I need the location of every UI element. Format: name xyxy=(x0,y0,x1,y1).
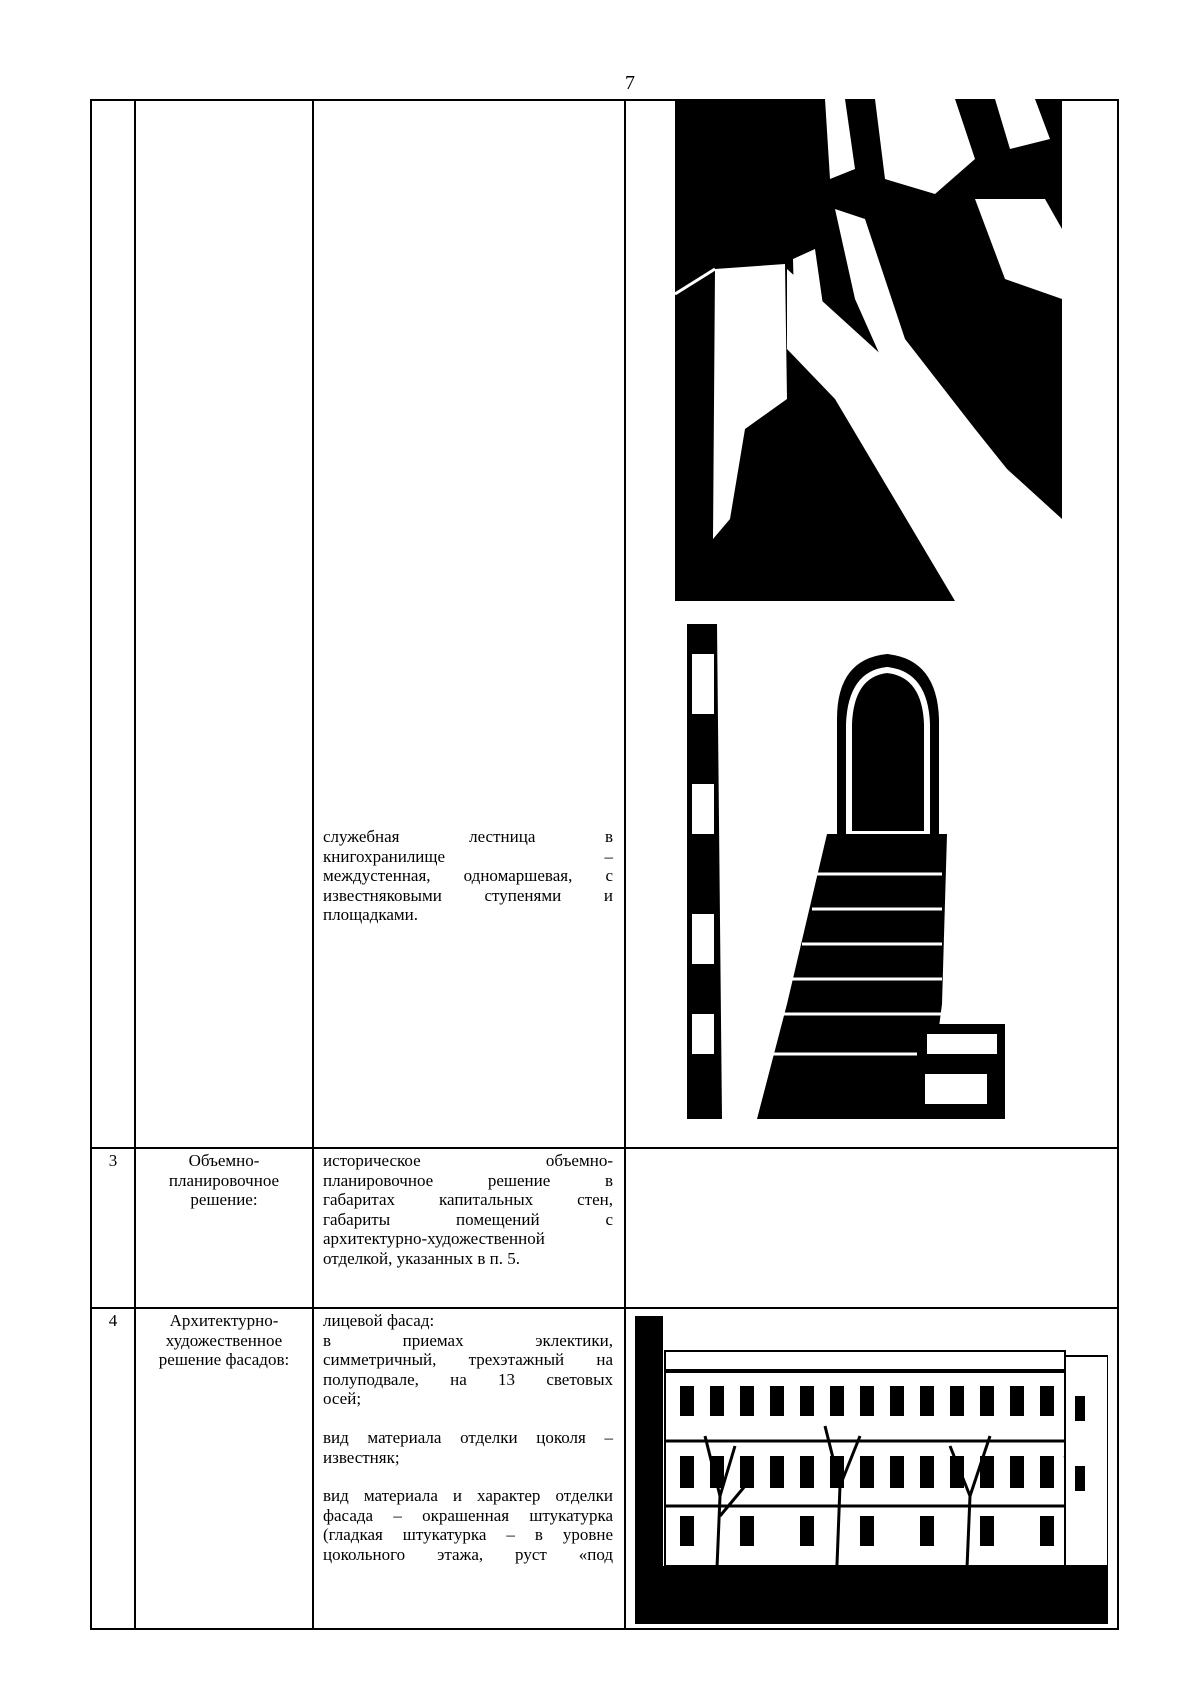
monument-table xyxy=(90,99,1119,1630)
row-divider-4 xyxy=(90,1307,1119,1309)
row-3-title: Объемно- планировочное решение: xyxy=(168,1151,280,1210)
table-divider-num xyxy=(134,99,136,1629)
facade-photo xyxy=(635,1316,1108,1624)
table-border-bottom xyxy=(90,1628,1119,1630)
table-border-right xyxy=(1117,99,1119,1629)
table-divider-title xyxy=(312,99,314,1629)
row-divider-3 xyxy=(90,1147,1119,1149)
row-4-number: 4 xyxy=(108,1311,118,1330)
row-4-description: лицевой фасад: в приемах эклектики, симметричный, трехэтажный на полуподвале, на 13 световых осей; вид материала отделки цоколя – известняк; вид материала и характер отделки фасада – окрашенная штукатурка (гладкая штукатурка – в уровне цокольного этажа, руст «под xyxy=(323,1311,613,1564)
table-border-left xyxy=(90,99,92,1629)
stair-photo-top xyxy=(675,99,1062,601)
stair-description: служебная лестница в книгохранилище – междустенная, одномаршевая, с известняковыми ступенями и площадками. xyxy=(323,827,613,925)
row-3-description: историческое объемно- планировочное решение в габаритах капитальных стен, габариты помещений с архитектурно-художественной отделкой, указанных в п. 5. xyxy=(323,1151,613,1268)
page-number: 7 xyxy=(625,72,635,94)
stair-photo-bottom xyxy=(687,624,1005,1119)
table-divider-desc xyxy=(624,99,626,1629)
row-3-number: 3 xyxy=(108,1151,118,1170)
row-4-title: Архитектурно- художественное решение фасадов: xyxy=(158,1311,290,1370)
